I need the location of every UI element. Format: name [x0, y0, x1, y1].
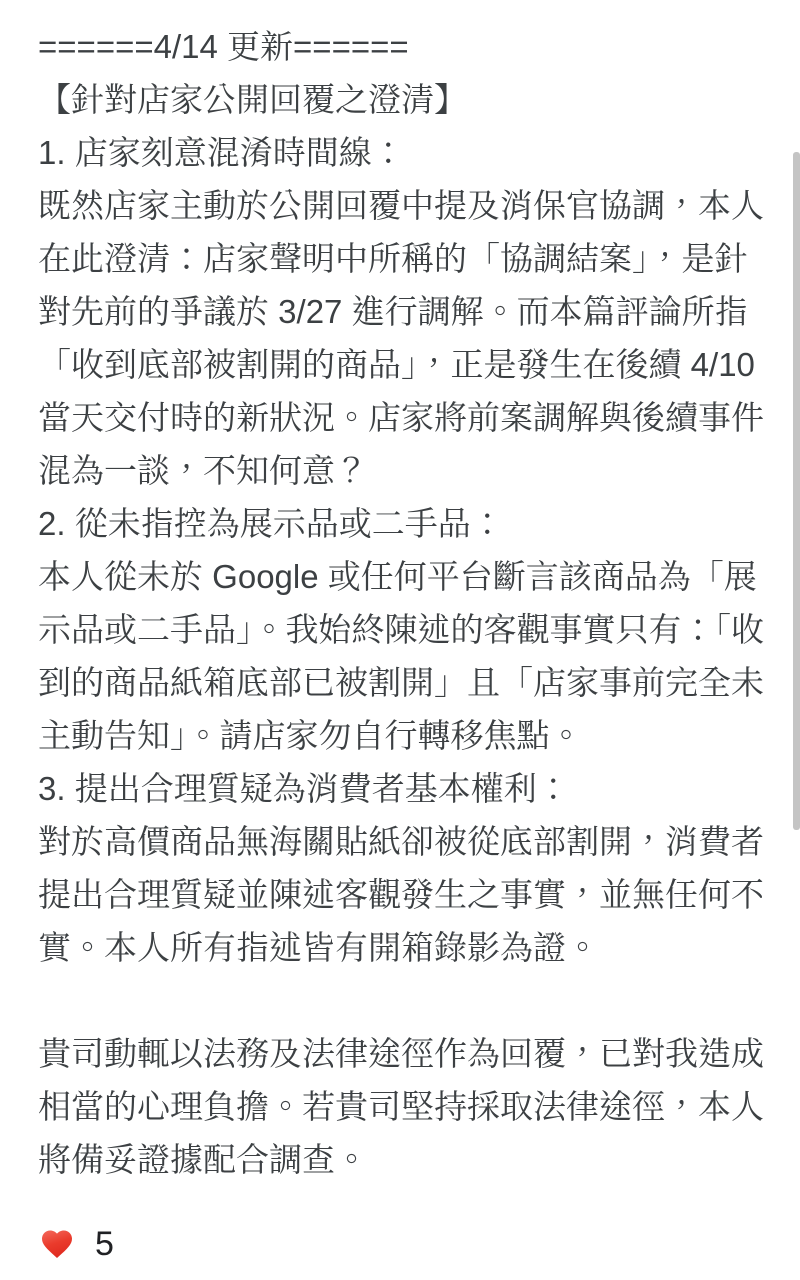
scrollbar-thumb[interactable]: [793, 152, 800, 830]
update-header: ======4/14 更新======: [38, 28, 409, 65]
red-heart-icon: [38, 1226, 76, 1262]
point-1-heading: 1. 店家刻意混淆時間線：: [38, 134, 405, 171]
point-3-body: 對於高價商品無海關貼紙卻被從底部割開，消費者提出合理質疑並陳述客觀發生之事實，並無任何不實。本人所有指述皆有開箱錄影為證。: [38, 823, 764, 966]
point-1-body: 既然店家主動於公開回覆中提及消保官協調，本人在此澄清：店家聲明中所稱的「協調結案」，是針對先前的爭議於 3/27 進行調解。而本篇評論所指「收到底部被割開的商品」，正是發生在後續 4/10 當天交付時的新狀況。店家將前案調解與後續事件混為一談，不知何意？: [38, 187, 764, 489]
point-3-heading: 3. 提出合理質疑為消費者基本權利：: [38, 770, 570, 807]
point-2-heading: 2. 從未指控為展示品或二手品：: [38, 505, 504, 542]
heart-reaction-button[interactable]: [38, 1226, 76, 1262]
point-2-body: 本人從未於 Google 或任何平台斷言該商品為「展示品或二手品」。我始終陳述的客觀事實只有：「收到的商品紙箱底部已被割開」且「店家事前完全未主動告知」。請店家勿自行轉移焦點。: [38, 558, 764, 754]
reaction-row: [0, 1226, 800, 1262]
reaction-count: 5: [95, 1225, 114, 1263]
closing-paragraph: 貴司動輒以法務及法律途徑作為回覆，已對我造成相當的心理負擔。若貴司堅持採取法律途徑，本人將備妥證據配合調查。: [38, 1035, 764, 1178]
clarification-title: 【針對店家公開回覆之澄清】: [38, 81, 467, 118]
